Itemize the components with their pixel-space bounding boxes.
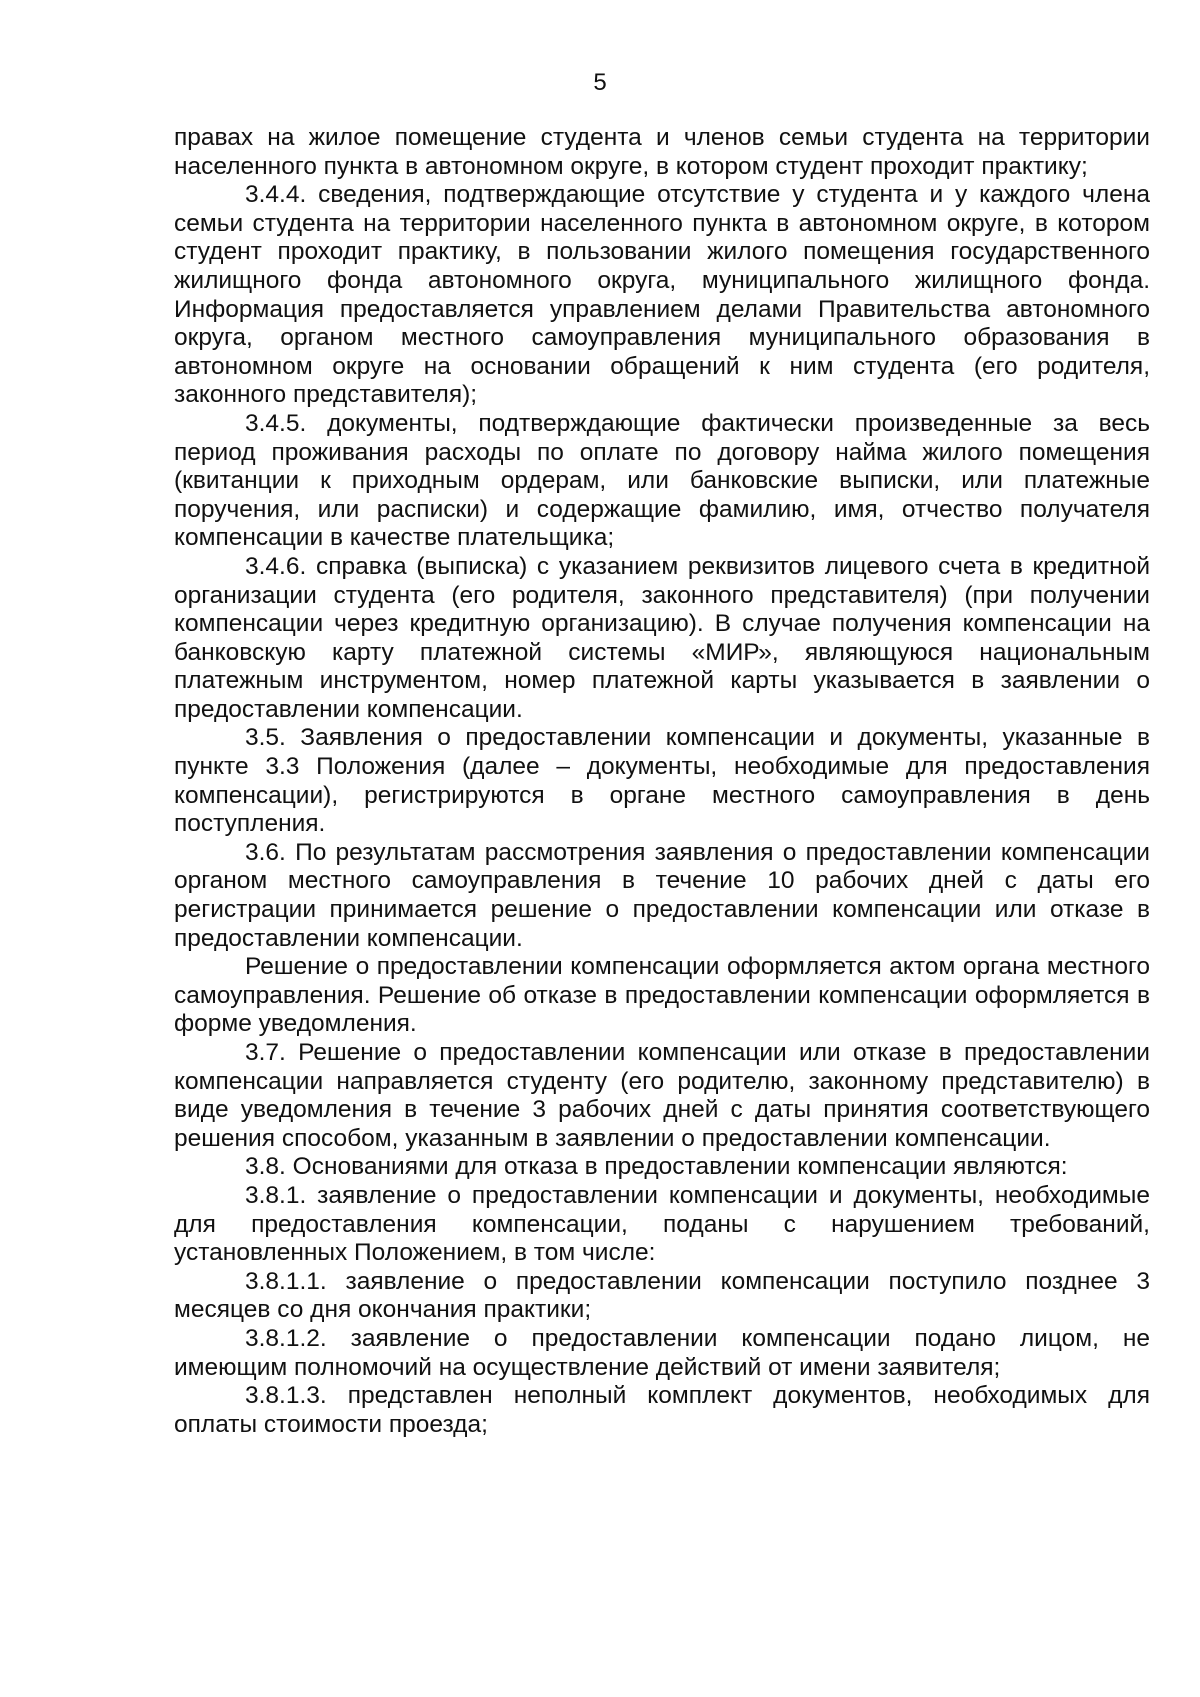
- paragraph: 3.7. Решение о предоставлении компенсации или отказе в предоставлении компенсации направляется студенту (его родителю, законному представителю) в виде уведомления в течение 3 рабочих дней с даты принятия соответствующего решения способом, указанным в заявлении о предоставлении компенсации.: [174, 1039, 1150, 1152]
- paragraph: 3.8.1. заявление о предоставлении компенсации и документы, необходимые для предоставления компенсации, поданы с нарушением требований, установленных Положением, в том числе:: [174, 1181, 1150, 1267]
- paragraph: 3.8. Основаниями для отказа в предоставлении компенсации являются:: [245, 1153, 1068, 1181]
- paragraph: 3.4.5. документы, подтверждающие фактически произведенные за весь период проживания расходы по оплате по договору найма жилого помещения (квитанции к приходным ордерам, или банковские выписки, или платежные поручения, или расписки) и содержащие фамилию, имя, отчество получателя компенсации в качестве плательщика;: [174, 409, 1150, 552]
- paragraph: 3.8.1.1. заявление о предоставлении компенсации поступило позднее 3 месяцев со дня окончания практики;: [174, 1267, 1150, 1324]
- paragraph: 3.6. По результатам рассмотрения заявления о предоставлении компенсации органом местного самоуправления в течение 10 рабочих дней с даты его регистрации принимается решение о предоставлении компенсации или отказе в предоставлении компенсации.: [174, 838, 1150, 952]
- paragraph: 3.5. Заявления о предоставлении компенсации и документы, указанные в пункте 3.3 Положения (далее – документы, необходимые для предоставления компенсации), регистрируются в органе местного самоуправления в день поступления.: [174, 724, 1150, 838]
- page-number: 5: [593, 69, 607, 96]
- paragraph: 3.8.1.2. заявление о предоставлении компенсации подано лицом, не имеющим полномочий на осуществление действий от имени заявителя;: [174, 1324, 1150, 1381]
- paragraph: Решение о предоставлении компенсации оформляется актом органа местного самоуправления. Решение об отказе в предоставлении компенсации оформляется в форме уведомления.: [174, 953, 1150, 1038]
- paragraph: 3.4.4. сведения, подтверждающие отсутствие у студента и у каждого члена семьи студента на территории населенного пункта в автономном округе, в котором студент проходит практику, в пользовании жилого помещения государственного жилищного фонда автономного округа, муниципального жилищного фонда. Информация предоставляется управлением делами Правительства автономного округа, органом местного самоуправления муниципального образования в автономном округе на основании обращений к ним студента (его родителя, законного представителя);: [174, 181, 1150, 409]
- paragraph: 3.4.6. справка (выписка) с указанием реквизитов лицевого счета в кредитной организации студента (его родителя, законного представителя) (при получении компенсации через кредитную организацию). В случае получения компенсации на банковскую карту платежной системы «МИР», являющуюся национальным платежным инструментом, номер платежной карты указывается в заявлении о предоставлении компенсации.: [174, 552, 1150, 723]
- paragraph: 3.8.1.3. представлен неполный комплект документов, необходимых для оплаты стоимости проезда;: [174, 1382, 1150, 1438]
- document-body: [174, 124, 1150, 1439]
- paragraph: правах на жилое помещение студента и членов семьи студента на территории населенного пункта в автономном округе, в котором студент проходит практику;: [174, 124, 1150, 180]
